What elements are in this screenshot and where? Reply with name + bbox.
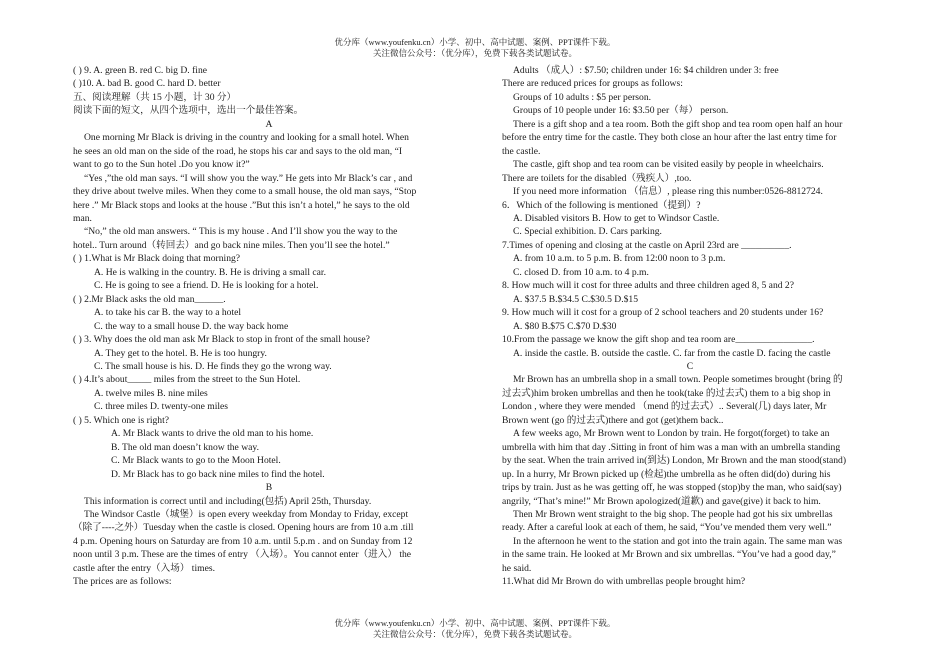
passage-line: Groups of 10 people under 16: $3.50 per（每） person. bbox=[513, 105, 729, 117]
passage-line: There are toilets for the disabled（残疾人）,too. bbox=[502, 172, 692, 184]
passage-line: angrily, “That’s mine!” Mr Brown apologized(道歉) and gave(give) it back to him. bbox=[502, 495, 821, 507]
option-line: A. They get to the hotel. B. He is too hungry. bbox=[94, 347, 267, 359]
option-line: C. Mr Black wants to go to the Moon Hotel. bbox=[111, 455, 281, 467]
question-line: ( ) 1.What is Mr Black doing that morning? bbox=[73, 253, 241, 265]
passage-line: （除了----之外）Tuesday when the castle is closed. Opening hours are from 10 a.m .till bbox=[73, 522, 414, 534]
passage-line: Then Mr Brown went straight to the big shop. The people had got his six umbrellas bbox=[513, 508, 833, 520]
question-line: ( ) 3. Why does the old man ask Mr Black to stop in front of the small house? bbox=[73, 334, 370, 346]
passage-line: noon until 3 p.m. These are the times of entry （入场）。You cannot enter（进入） the bbox=[73, 549, 412, 561]
passage-line: The castle, gift shop and tea room can be visited easily by people in wheelchairs. bbox=[513, 159, 824, 171]
question-line: 9. How much will it cost for a group of 2 school teachers and 20 students under 16? bbox=[502, 307, 824, 319]
passage-line: London , where they were mended （mend 的过去式）.. Several(几) days later, Mr bbox=[502, 401, 827, 413]
passage-line: If you need more information （信息）, please ring this number:0526-8812724. bbox=[513, 186, 823, 198]
question-line: ( ) 5. Which one is right? bbox=[73, 414, 170, 426]
passage-line: the castle. bbox=[502, 145, 541, 157]
passage-line: here .” Mr Black stops and looks at the house .”But this isn’t a hotel,” he says to the old bbox=[73, 199, 410, 211]
passage-line: before the entry time for the castle. They both close an hour after the last entry time for bbox=[502, 132, 837, 144]
passage-line: they drive about twelve miles. When they come to a small house, the old man says, “Stop bbox=[73, 186, 417, 198]
passage-line: Mr Brown has an umbrella shop in a small town. People sometimes brought (bring 的 bbox=[513, 374, 843, 386]
footer-line-2: 关注微信公众号：（优分库），免费下载各类试题试卷。 bbox=[372, 629, 577, 639]
option-line: C. the way to a small house D. the way back home bbox=[94, 320, 289, 332]
passage-line: Brown went (go 的过去式)there and got (get)them back.. bbox=[502, 414, 724, 426]
question-line: 10.From the passage we know the gift shop and tea room are________________. bbox=[502, 334, 815, 346]
option-line: A. inside the castle. B. outside the castle. C. far from the castle D. facing the castle bbox=[513, 347, 831, 359]
passage-line: umbrella with him that day .Sitting in front of him was a man with an umbrella standing bbox=[502, 441, 841, 453]
passage-b-title: B bbox=[265, 482, 273, 494]
passage-line: The Windsor Castle（城堡）is open every weekday from Monday to Friday, except bbox=[84, 508, 409, 520]
passage-line: Adults （成人）: $7.50; children under 16: $4 children under 3: free bbox=[513, 65, 779, 76]
question-line: 11.What did Mr Brown do with umbrellas people brought him? bbox=[502, 576, 746, 588]
passage-line: The prices are as follows: bbox=[73, 576, 172, 588]
left-column bbox=[73, 64, 465, 589]
question-line: ( ) 4.It’s about_____ miles from the street to the Sun Hotel. bbox=[73, 374, 301, 386]
header-line-2: 关注微信公众号：（优分库），免费下载各类试题试卷。 bbox=[372, 48, 577, 58]
passage-line: ready. After a careful look at each of them, he said, “You’ve mended them very well.” bbox=[502, 522, 832, 534]
option-line: B. The old man doesn’t know the way. bbox=[111, 441, 259, 453]
question-line: ( ) 9. A. green B. red C. big D. fine bbox=[73, 65, 208, 76]
option-line: C. three miles D. twenty-one miles bbox=[94, 401, 229, 413]
section-heading: 五、阅读理解（共 15 小题，计 30 分） bbox=[73, 91, 237, 103]
option-line: C. closed D. from 10 a.m. to 4 p.m. bbox=[513, 266, 649, 278]
option-line: C. He is going to see a friend. D. He is looking for a hotel. bbox=[94, 280, 319, 292]
passage-line: This information is correct until and including(包括) April 25th, Thursday. bbox=[84, 495, 372, 507]
question-line: 8. How much will it cost for three adults and three children aged 8, 5 and 2? bbox=[502, 280, 794, 292]
page-header bbox=[0, 37, 950, 59]
footer-line-1: 优分库（www.youfenku.cn）小学、初中、高中试题、案例、PPT课件下载。 bbox=[334, 618, 616, 628]
passage-c-title: C bbox=[686, 360, 694, 372]
passage-line: he sees an old man on the side of the road, he stops his car and says to the old man, “I bbox=[73, 145, 403, 157]
page-footer bbox=[0, 618, 950, 640]
passage-line: in the same train. He looked at Mr Brown and six umbrellas. “You’ve had a good day,” bbox=[502, 549, 836, 561]
section-instruction: 阅读下面的短文，从四个选项中，选出一个最佳答案。 bbox=[73, 105, 304, 117]
passage-line: One morning Mr Black is driving in the country and looking for a small hotel. When bbox=[84, 132, 409, 144]
passage-line: hotel.. Turn around（转回去）and go back nine miles. Then you’ll see the hotel.” bbox=[73, 239, 390, 251]
question-line: 6．Which of the following is mentioned（提到）? bbox=[502, 199, 701, 211]
passage-line: castle after the entry（入场） times. bbox=[73, 562, 215, 574]
passage-a-title: A bbox=[265, 118, 273, 130]
option-line: A. from 10 a.m. to 5 p.m. B. from 12:00 noon to 3 p.m. bbox=[513, 253, 726, 265]
passage-line: Groups of 10 adults : $5 per person. bbox=[513, 91, 652, 103]
passage-line: A few weeks ago, Mr Brown went to London by train. He forgot(forget) to take an bbox=[513, 428, 830, 440]
option-line: C. Special exhibition. D. Cars parking. bbox=[513, 226, 662, 238]
passage-line: by the seat. When the train arrived in(到达) London, Mr Brown and the man stood(stand) bbox=[502, 455, 847, 467]
header-line-1: 优分库（www.youfenku.cn）小学、初中、高中试题、案例、PPT课件下载。 bbox=[334, 37, 616, 47]
passage-line: 4 p.m. Opening hours on Saturday are from 10 a.m. until 5.p.m . and on Sunday from 12 bbox=[73, 535, 413, 547]
option-line: C. The small house is his. D. He finds they go the wrong way. bbox=[94, 360, 332, 372]
question-line: ( )10. A. bad B. good C. hard D. better bbox=[73, 78, 221, 90]
option-line: A. Mr Black wants to drive the old man to his home. bbox=[111, 428, 314, 440]
passage-line: man. bbox=[73, 212, 92, 224]
option-line: A. twelve miles B. nine miles bbox=[94, 387, 208, 399]
question-line: 7.Times of opening and closing at the castle on April 23rd are __________. bbox=[502, 239, 792, 251]
passage-line: 过去式)him broken umbrellas and then he took(take 的过去式) them to a big shop in bbox=[502, 387, 831, 399]
passage-line: “No,” the old man answers. “ This is my house . And I’ll show you the way to the bbox=[84, 226, 398, 238]
passage-line: up. In a hurry, Mr Brown picked up (检起)the umbrella as he often did(do) during his bbox=[502, 468, 831, 480]
passage-line: There are reduced prices for groups as follows: bbox=[502, 78, 683, 90]
passage-line: In the afternoon he went to the station and got into the train again. The same man was bbox=[513, 535, 843, 547]
option-line: A. $80 B.$75 C.$70 D.$30 bbox=[513, 320, 617, 332]
question-line: ( ) 2.Mr Black asks the old man______. bbox=[73, 293, 226, 305]
passage-line: There is a gift shop and a tea room. Both the gift shop and tea room open half an hour bbox=[513, 118, 843, 130]
option-line: A. to take his car B. the way to a hotel bbox=[94, 307, 242, 319]
passage-line: “Yes ,”the old man says. “I will show you the way.” He gets into Mr Black’s car , and bbox=[84, 172, 413, 184]
right-column bbox=[502, 64, 878, 589]
option-line: A. Disabled visitors B. How to get to Windsor Castle. bbox=[513, 212, 720, 224]
passage-line: trips by train. Just as he was getting off, he was stopped (stop)by the man, who said(say) bbox=[502, 482, 842, 494]
passage-line: he said. bbox=[502, 562, 532, 574]
option-line: D. Mr Black has to go back nine miles to find the hotel. bbox=[111, 468, 325, 480]
option-line: A. He is walking in the country. B. He is driving a small car. bbox=[94, 266, 326, 278]
passage-line: want to go to the Sun hotel .Do you know it?” bbox=[73, 159, 250, 171]
option-line: A. $37.5 B.$34.5 C.$30.5 D.$15 bbox=[513, 293, 638, 305]
